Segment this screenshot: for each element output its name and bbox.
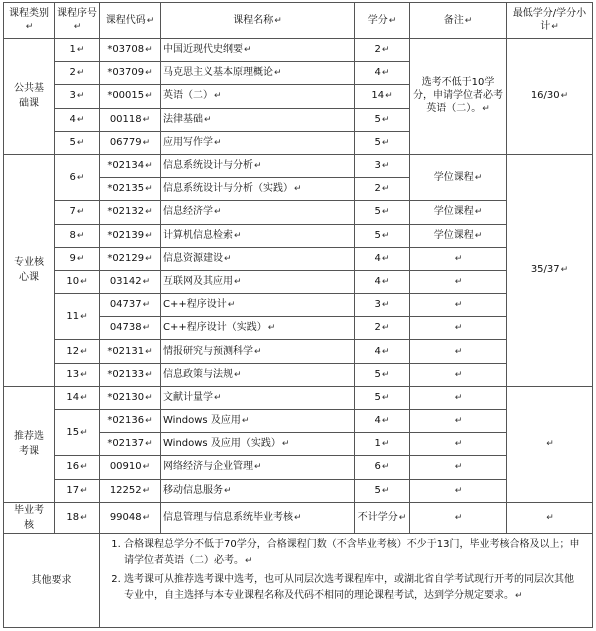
table-row [4, 270, 593, 293]
serial-cell: 17↵ [55, 479, 100, 502]
course-name-cell: Windows 及应用（实践）↵ [161, 433, 355, 456]
notes-label: 其他要求 [4, 533, 100, 627]
serial-cell: 18↵ [55, 502, 100, 533]
remark-cell: 学位课程↵ [410, 224, 507, 247]
remark-cell: 学位课程↵ [410, 154, 507, 200]
table-row [4, 479, 593, 502]
course-name-cell: 法律基础↵ [161, 108, 355, 131]
serial-cell: 12↵ [55, 340, 100, 363]
min-credit-cell: ↵ [507, 386, 593, 502]
code-cell: *02130↵ [100, 386, 161, 409]
remark-cell: ↵ [410, 340, 507, 363]
course-name-cell: 计算机信息检索↵ [161, 224, 355, 247]
credit-cell: 5↵ [355, 201, 410, 224]
min-credit-cell: 16/30↵ [507, 39, 593, 155]
code-cell: *03708↵ [100, 39, 161, 62]
credit-cell: 4↵ [355, 62, 410, 85]
serial-cell: 15↵ [55, 410, 100, 456]
table-body [4, 39, 593, 628]
course-name-cell: Windows 及应用↵ [161, 410, 355, 433]
course-name-cell: 信息管理与信息系统毕业考核↵ [161, 502, 355, 533]
credit-cell: 5↵ [355, 131, 410, 154]
remark-cell: 学位课程↵ [410, 201, 507, 224]
note-item: 1. 合格课程总学分不低于70学分，合格课程门数（不含毕业考核）不少于13门，毕业考核合格及以上；申请学位者英语（二）必考。↵ [124, 537, 582, 569]
credit-cell: 5↵ [355, 479, 410, 502]
table-row [4, 456, 593, 479]
credit-cell: 5↵ [355, 224, 410, 247]
credit-cell: 4↵ [355, 247, 410, 270]
course-name-cell: 情报研究与预测科学↵ [161, 340, 355, 363]
credit-cell: 5↵ [355, 363, 410, 386]
table-row [4, 154, 593, 177]
remark-cell: ↵ [410, 456, 507, 479]
min-credit-cell: ↵ [507, 502, 593, 533]
table-row [4, 502, 593, 533]
code-cell: *02135↵ [100, 178, 161, 201]
header-category: 课程类别↵ [4, 3, 55, 39]
code-cell: 04738↵ [100, 317, 161, 340]
code-cell: 06779↵ [100, 131, 161, 154]
course-name-cell: 信息资源建设↵ [161, 247, 355, 270]
course-name-cell: 中国近现代史纲要↵ [161, 39, 355, 62]
serial-cell: 1↵ [55, 39, 100, 62]
credit-cell: 不计学分↵ [355, 502, 410, 533]
notes-list [106, 537, 582, 604]
remark-cell: ↵ [410, 479, 507, 502]
code-cell: *02137↵ [100, 433, 161, 456]
serial-cell: 4↵ [55, 108, 100, 131]
table-row [4, 386, 593, 409]
table-row [4, 39, 593, 62]
serial-cell: 6↵ [55, 154, 100, 200]
serial-cell: 3↵ [55, 85, 100, 108]
code-cell: *02136↵ [100, 410, 161, 433]
credit-cell: 4↵ [355, 340, 410, 363]
remark-cell: ↵ [410, 386, 507, 409]
table-row [4, 410, 593, 433]
credit-cell: 14↵ [355, 85, 410, 108]
header-code: 课程代码↵ [100, 3, 161, 39]
category-cell: 推荐选考课 [4, 386, 55, 502]
code-cell: *02139↵ [100, 224, 161, 247]
code-cell: 04737↵ [100, 294, 161, 317]
curriculum-table [3, 2, 593, 628]
serial-cell: 16↵ [55, 456, 100, 479]
credit-cell: 4↵ [355, 410, 410, 433]
remark-cell: ↵ [410, 270, 507, 293]
remark-cell: ↵ [410, 433, 507, 456]
code-cell: *02131↵ [100, 340, 161, 363]
category-cell: 公共基础课 [4, 39, 55, 155]
remark-cell: ↵ [410, 502, 507, 533]
code-cell: *02133↵ [100, 363, 161, 386]
code-cell: *02134↵ [100, 154, 161, 177]
credit-cell: 3↵ [355, 294, 410, 317]
course-name-cell: 应用写作学↵ [161, 131, 355, 154]
serial-cell: 5↵ [55, 131, 100, 154]
serial-cell: 14↵ [55, 386, 100, 409]
code-cell: 03142↵ [100, 270, 161, 293]
course-name-cell: 信息经济学↵ [161, 201, 355, 224]
table-row [4, 340, 593, 363]
serial-cell: 10↵ [55, 270, 100, 293]
remark-cell: ↵ [410, 317, 507, 340]
credit-cell: 5↵ [355, 108, 410, 131]
serial-cell: 2↵ [55, 62, 100, 85]
credit-cell: 5↵ [355, 386, 410, 409]
notes-cell [100, 533, 593, 627]
credit-cell: 2↵ [355, 39, 410, 62]
code-cell: *02129↵ [100, 247, 161, 270]
remark-cell: ↵ [410, 410, 507, 433]
course-name-cell: 英语（二）↵ [161, 85, 355, 108]
credit-cell: 3↵ [355, 154, 410, 177]
category-cell: 专业核心课 [4, 154, 55, 386]
credit-cell: 6↵ [355, 456, 410, 479]
remark-cell: ↵ [410, 247, 507, 270]
credit-cell: 2↵ [355, 317, 410, 340]
table-row [4, 363, 593, 386]
header-min-credit: 最低学分/学分小计↵ [507, 3, 593, 39]
header-credit: 学分↵ [355, 3, 410, 39]
course-name-cell: 文献计量学↵ [161, 386, 355, 409]
code-cell: 12252↵ [100, 479, 161, 502]
notes-row [4, 533, 593, 627]
course-name-cell: 信息政策与法规↵ [161, 363, 355, 386]
credit-cell: 1↵ [355, 433, 410, 456]
header-serial: 课程序号↵ [55, 3, 100, 39]
table-row [4, 294, 593, 317]
course-name-cell: C++程序设计（实践）↵ [161, 317, 355, 340]
course-name-cell: 网络经济与企业管理↵ [161, 456, 355, 479]
header-name: 课程名称↵ [161, 3, 355, 39]
serial-cell: 11↵ [55, 294, 100, 340]
serial-cell: 9↵ [55, 247, 100, 270]
header-remark: 备注↵ [410, 3, 507, 39]
credit-cell: 4↵ [355, 270, 410, 293]
code-cell: 00118↵ [100, 108, 161, 131]
remark-cell: 选考不低于10学分，申请学位者必考英语（二）。↵ [410, 39, 507, 155]
course-name-cell: 信息系统设计与分析↵ [161, 154, 355, 177]
code-cell: *03709↵ [100, 62, 161, 85]
course-name-cell: C++程序设计↵ [161, 294, 355, 317]
course-name-cell: 移动信息服务↵ [161, 479, 355, 502]
remark-cell: ↵ [410, 363, 507, 386]
course-name-cell: 马克思主义基本原理概论↵ [161, 62, 355, 85]
course-name-cell: 互联网及其应用↵ [161, 270, 355, 293]
course-name-cell: 信息系统设计与分析（实践）↵ [161, 178, 355, 201]
min-credit-cell: 35/37↵ [507, 154, 593, 386]
table-row [4, 247, 593, 270]
code-cell: *00015↵ [100, 85, 161, 108]
remark-cell: ↵ [410, 294, 507, 317]
category-cell: 毕业考核 [4, 502, 55, 533]
table-row [4, 224, 593, 247]
serial-cell: 7↵ [55, 201, 100, 224]
serial-cell: 8↵ [55, 224, 100, 247]
code-cell: 00910↵ [100, 456, 161, 479]
code-cell: *02132↵ [100, 201, 161, 224]
code-cell: 99048↵ [100, 502, 161, 533]
note-item: 2. 选考课可从推荐选考课中选考，也可从同层次选考课程库中，或湖北省自学考试现行开考的同层次其他专业中，自主选择与本专业课程名称及代码不相同的理论课程考试，达到学分规定要求。↵ [124, 572, 582, 604]
serial-cell: 13↵ [55, 363, 100, 386]
table-row [4, 201, 593, 224]
credit-cell: 2↵ [355, 178, 410, 201]
header-row [4, 3, 593, 39]
